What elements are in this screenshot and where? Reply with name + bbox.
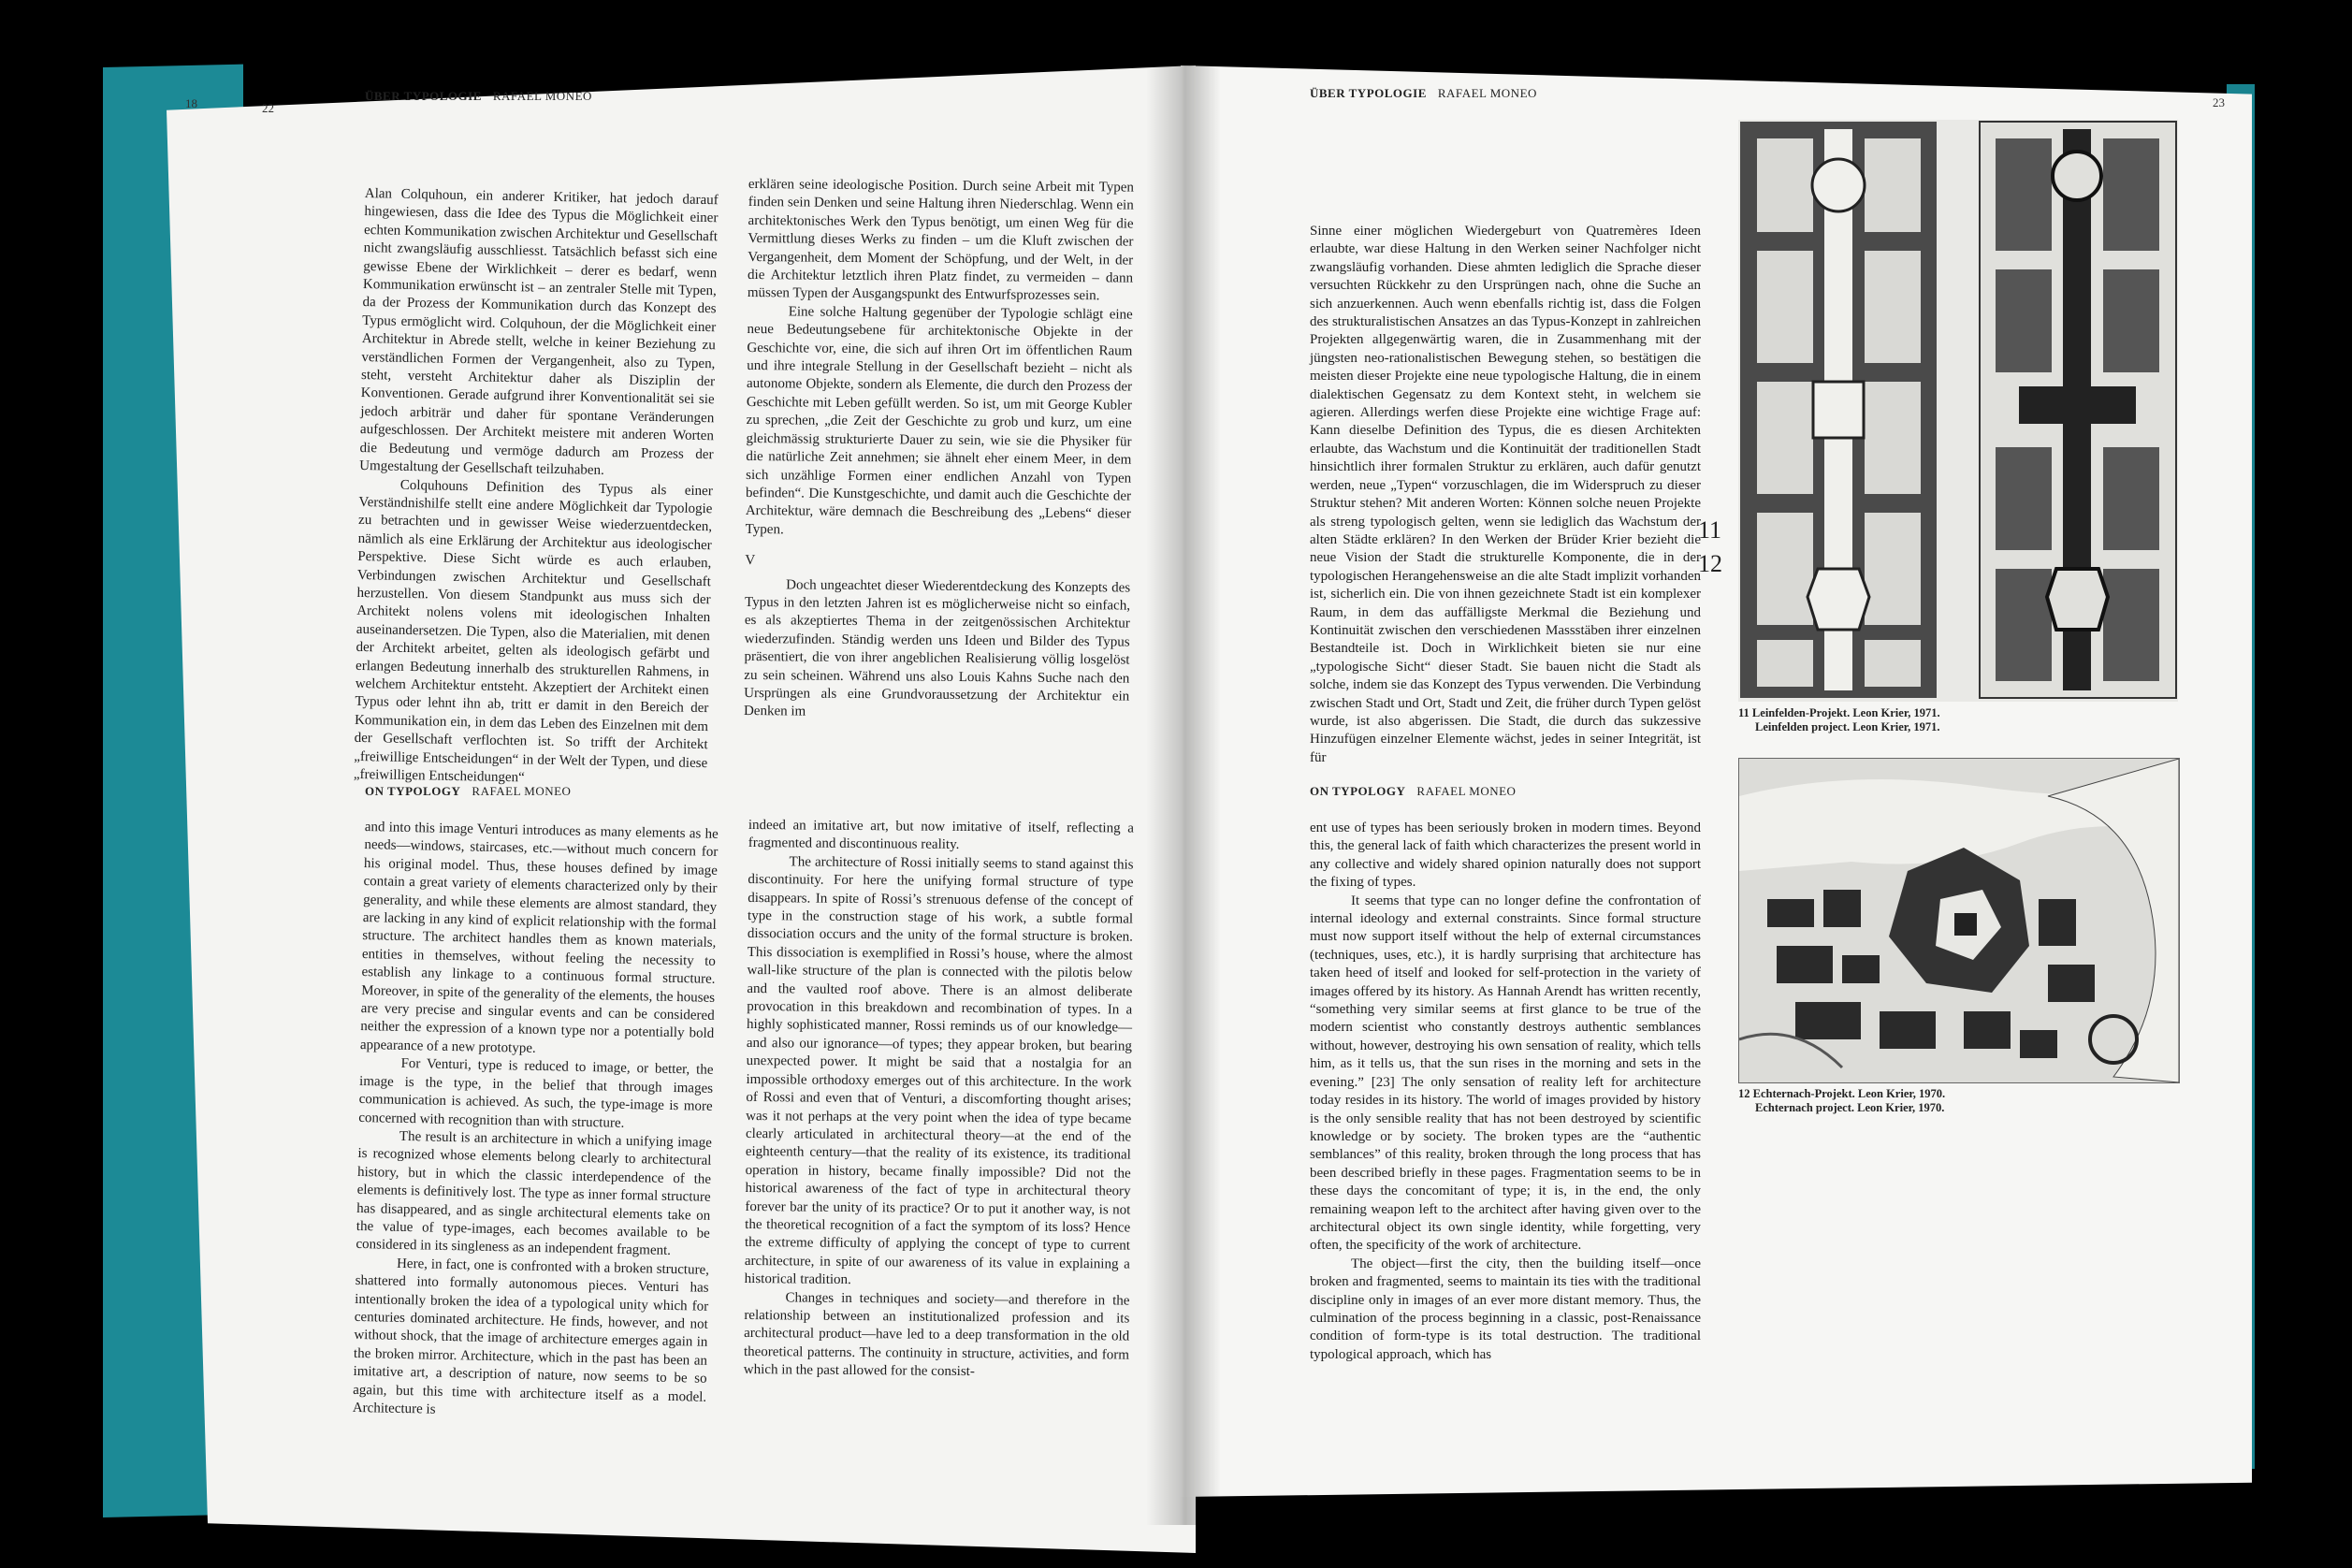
running-head-de-left: [365, 89, 592, 104]
paragraph: It seems that type can no longer define the confrontation of internal ideology and external constraints. Since formal structure must now support itself without the help of external circumstances (techniques, uses, etc.), it is hardly surprising that architecture has taken heed of itself and looked for self-protection in the variety of images offered by its history. As Hannah Arendt has written recently, “something very similar seems at first glance to be true of the modern scientist who constantly destroys authentic semblances without, however, destroying his own sensation of reality, which tells him, as it tells us, that the sun rises in the morning and sets in the evening.” [23] The only sensation of reality left for architecture today resides in its history. The world of images provided by history is the only sensible reality that has not been destroyed by scientific knowledge or by society. The broken types are the “authentic semblances” of this reality, broken through the long process that has been described briefly in these pages. Fragmentation seems to be in these days the concomitant of type; it is, in the end, the only remaining weapon left to the architect after having given over to the architectural object its own single identity, while forgetting, very often, the specificity of the work of architecture.: [1310, 893, 1701, 1254]
folio: 23: [2213, 95, 2225, 109]
book-gutter-shadow: [1146, 65, 1221, 1525]
en-column-1: [353, 819, 719, 1425]
caption-en: Leinfelden project. Leon Krier, 1971.: [1755, 720, 1940, 733]
running-head-de-right: [1310, 86, 1537, 101]
paragraph: The object—first the city, then the building itself—once broken and fragmented, seems to maintain its ties with the traditional discipline only in images of an ever more distant memory. Thus, the culmination of the process beginning in a classic, post-Renaissance condition of form-type is its total destruction. The traditional typological approach, which has: [1310, 1256, 1701, 1362]
city-plan-drawing: [1738, 120, 2178, 702]
caption-de: 12 Echternach-Projekt. Leon Krier, 1970.: [1738, 1087, 1946, 1100]
paragraph: Changes in techniques and society—and therefore in the relationship between an institutionalized profession and its architectural product—have led to a deep transformation in the old theoretical patterns. The continuity in structure, activities, and form which in the past allowed for the consist-: [743, 1289, 1130, 1380]
figure-number-12: 12: [1698, 550, 1722, 577]
caption-de: 11 Leinfelden-Projekt. Leon Krier, 1971.: [1738, 706, 1940, 719]
paragraph: Eine solche Haltung gegenüber der Typologie schlägt eine neue Bedeutungsebene für architektonische Objekte in der Geschichte vor, eine, die sich auf ihren Ort im öffentlichen Raum und ihre integrale Stellung in der Gesellschaft bezieht – nicht als autonome Objekte, sondern als Elemente, die durch den Prozess der Geschichte mit Leben gefüllt werden. So ist, um mit George Kubler zu sprechen, „die Zeit der Geschichte zu grob und kurz, um eine gleichmässig strukturierte Dauer zu sein, wie sie die Physiker für die natürliche Zeit annehmen; sie ähnelt eher einem Meer, in dem sich unzählige Formen einer endlichen Anzahl von Typen befinden“. Die Kunstgeschichte, und damit auch die Geschichte der Architektur, wäre demnach die Beschreibung des „Lebens“ dieser Typen.: [745, 304, 1133, 538]
de-column-1: [354, 185, 719, 791]
caption-12: [1738, 1087, 1945, 1115]
folio-inner: 22: [262, 101, 274, 115]
running-head-title: ÜBER TYPOLOGIE: [365, 89, 482, 103]
running-head-author: RAFAEL MONEO: [492, 89, 592, 103]
paragraph: indeed an imitative art, but now imitative of itself, reflecting a fragmented and discontinuous reality.: [748, 817, 1134, 853]
paragraph: The architecture of Rossi initially seems to stand against this discontinuity. For here the unifying formal structure of type disappears. In spite of Rossi’s strenuous defense of the concept of type in the construction stage of his work, a subtle formal dissociation occurs and the unity of the formal structure is broken. This dissociation is exemplified in Rossi’s house, where the almost wall-like structure of the plan is connected with the pilotis below and the vaulted roof above. There is an almost deliberate provocation in this breakdown and recombination of types. In a highly sophisticated manner, Rossi reminds us of our knowledge—and also our ignorance—of types; they appear broken, but bearing unexpected power. It might be said that a nostalgia for an impossible orthodoxy emerges out of this architecture. In the work of Rossi and even that of Venturi, a discomforting thought arises; was it not perhaps at the very point when the idea of type became clearly articulated in architectural theory—at the end of the eighteenth century—that the reality of its existence, its traditional operation in history, became finally impossible? Did not the historical awareness of the fact of type in architectural theory forever bar the unity of its practice? Or to put it another way, is not the theoretical recognition of a fact the symptom of its loss? Hence the extreme difficulty of applying the concept of type to current architecture, in spite of our awareness of its value in explaining a historical tradition.: [744, 854, 1134, 1288]
running-head-author: RAFAEL MONEO: [1437, 86, 1537, 100]
running-head-title: ON TYPOLOGY: [1310, 784, 1406, 798]
en-column-right: [1310, 820, 1701, 1364]
paragraph: For Venturi, type is reduced to image, or better, the image is the type, in the belief that through images communication is achieved. As such, the type-image is more concerned with recognition than with structure.: [358, 1056, 714, 1131]
paragraph: Here, in fact, one is confronted with a broken structure, shattered into formally autonomous pieces. Venturi has intentionally broken the idea of a typological unity which for centuries dominated architecture. He finds, however, and not without shock, that the image of architecture emerges again in the broken mirror. Architecture, which in the past has been an imitative art, a description of nature, now seems to be so again, but this time with architecture itself as a model. Architecture is: [352, 1256, 710, 1417]
running-head-title: ÜBER TYPOLOGIE: [1310, 86, 1427, 100]
figure-11-leinfelden-plans: [1738, 120, 2178, 702]
folio-outer: 18: [185, 96, 197, 110]
running-head-en-left: [365, 784, 571, 799]
paragraph: Alan Colquhoun, ein anderer Kritiker, hat jedoch darauf hingewiesen, dass die Idee des Typus die Möglichkeit einer echten Kommunikation zwischen Architektur und Gesellschaft nicht zwangsläufig ausschliesst. Tatsächlich befasst sich eine gewisse Ebene der Wirklichkeit – derer es bedarf, wenn Kommunikation erwünscht ist – an zentraler Stelle mit Typen, da der Prozess der Kommunikation durch das Konzept des Typus ermöglicht wird. Colquhoun, der die Möglichkeit einer Architektur in Abrede stellt, welche in keiner Beziehung zu verständlichen Formen der Vergangenheit, also zu Typen, steht, versteht Architektur daher als Disziplin der Konventionen. Gerade aufgrund ihrer Konventionalität sei sie jedoch arbiträr und daher für spontane Veränderungen aufgeschlossen. Der Architekt meistere mit anderen Worten die Bedeutung und vermöge dadurch am Prozess der Umgestaltung der Gesellschaft teilzuhaben.: [359, 185, 719, 479]
paragraph: Doch ungeachtet dieser Wiederentdeckung des Konzepts des Typus in den letzten Jahren ist es möglicherweise nicht so einfach, es als akzeptiertes Thema in der zeitgenössischen Architektur wiederzufinden. Ständig werden uns Ideen und Bilder des Typus präsentiert, die von ihrer angeblichen Realisierung völlig losgelöst zu sein scheinen. Während uns also Louis Kahns Suche nach den Ursprüngen als eine Grundvoraussetzung der Architektur ein Denken im: [743, 576, 1131, 719]
section-number: V: [745, 553, 756, 569]
de-column-right: [1310, 223, 1701, 767]
running-head-en-right: [1310, 784, 1516, 799]
de-column-2: [744, 176, 1134, 724]
en-column-2: [744, 817, 1134, 1383]
caption-11: [1738, 706, 1940, 734]
running-head-author: RAFAEL MONEO: [1416, 784, 1517, 798]
running-head-title: ON TYPOLOGY: [365, 784, 461, 798]
caption-en: Echternach project. Leon Krier, 1970.: [1755, 1101, 1945, 1114]
paragraph: The result is an architecture in which a unifying image is recognized whose elements belong clearly to architectural history, but in which the classic interdependence of the elements is definitively lost. The type as inner formal structure has disappeared, and as single architectural elements take on the value of type-images, each becomes available to be considered in its singleness as an independent fragment.: [356, 1128, 712, 1259]
paragraph: and into this image Venturi introduces as many elements as he needs—windows, staircases, etc.—without much concern for his original model. Thus, these houses defined by image contain a great variety of elements characterized only by their generality, and while these elements are almost standard, they are lacking in any kind of explicit relationship with the formal structure. The architect handles them as known materials, entities in themselves, without feeling the necessity to establish any linkage to a continuous formal structure. Moreover, in spite of the generality of the elements, the houses are very precise and singular events and can be considered neither the expression of a known type nor a potentially bold appearance of a new prototype.: [359, 819, 719, 1056]
paragraph: Colquhouns Definition des Typus als einer Verständnishilfe stellt eine andere Möglichkeit dar Typologie zu betrachten und in gewisser Weise wiederzuentdecken, nämlich als eine Erklärung der Architektur aus ideologischer Perspektive. Diese Sicht würde es auch erlauben, Verbindungen zwischen Architektur und Gesellschaft herzustellen. Von diesem Standpunkt aus muss sich der Architekt nolens volens mit ideologischen Inhalten auseinandersetzen. Die Typen, also die Materialien, mit denen der Architekt arbeitet, gelten als ideologisch gefärbt und erlangen Bedeutung innerhalb des strukturellen Rahmens, in welchem Architektur entsteht. Akzeptiert der Architekt einen Typus oder lehnt ihn ab, tritt er damit in den Bereich der Kommunikation ein, in dem das Leben des Einzelnen mit dem der Gesellschaft verflochten ist. So trifft der Architekt „freiwillige Entscheidungen“ in der Welt der Typen, und diese „freiwilligen Entscheidungen“: [353, 477, 713, 786]
paragraph: ent use of types has been seriously broken in modern times. Beyond this, the general lack of faith which characterizes the present world in any collective and widely shared opinion naturally does not support the fixing of types.: [1310, 820, 1701, 891]
running-head-author: RAFAEL MONEO: [472, 784, 572, 798]
paragraph: Sinne einer möglichen Wiedergeburt von Quatremères Ideen erlaubte, war diese Haltung in den Werken seiner Nachfolger nicht zwangsläufig vorhanden. Diese ahmten lediglich die Sprache dieser versuchten Rückkehr zu den Ursprüngen nach, ohne die Suche an sich anzuerkennen. Auch wenn ebenfalls richtig ist, dass die Folgen des strukturalistischen Ansatzes an das Typus-Konzept in zahlreichen Projekten allgegenwärtig waren, die in Zusammenhang mit der jüngsten neo-rationalistischen Bewegung stehen, so bestätigen die meisten dieser Projekte eine neue typologische Haltung, die in einem dialektischen Gegensatz zu dem Kontext steht, in welchem sie agieren. Allerdings werfen diese Projekte eine wichtige Frage auf: Kann dieselbe Definition des Typus, die es diesen Architekten erlaubte, das Wachstum und die Kontinuität der traditionellen Stadt hinsichtlich ihrer formalen Struktur zu erklären, auch dafür genutzt werden, neue „Typen“ vorzuschlagen, die im Widerspruch zu dieser Struktur stehen? Mit anderen Worten: Können solche neuen Projekte als streng typologisch gelten, wenn sie lediglich das Wachstum der alten Städte erklären? In den Werken der Brüder Krier bezieht die neue Vision der Stadt die strukturelle Komponente, die in der typologischen Herangehensweise an die alte Stadt implizit vorhanden ist, sicherlich ein. Die von ihnen gezeichnete Stadt ist ein komplexer Raum, in dem das auffälligste Merkmal die Beziehung und Kontinuität zwischen den verschiedenen Massstäben ihrer einzelnen Bestandteile ist. Doch in Wirklichkeit bieten sie nur eine „typologische Sicht“ dieser Stadt. Sie bauen nicht die Stadt als solche, indem sie das Konzept des Typus verwenden. Die Verbindung zwischen Stadt und Ort, Stadt und Zeit, die früher durch Typen gelöst wurde, ist also abgerissen. Die Stadt, die durch das sukzessive Hinzufügen einzelner Elemente wächst, jedes in seiner Integrität, ist für: [1310, 224, 1701, 765]
town-plan-drawing: [1739, 759, 2179, 1082]
paragraph: erklären seine ideologische Position. Durch seine Arbeit mit Typen finden sein Denken und seine Haltung ihren Niederschlag. Wenn ein architektonisches Werk den Typus benötigt, um einen Weg für die Vermittlung dieses Werks zu finden – um die Kluft zwischen der Vergangenheit, dem Moment der Schöpfung, und der Welt, in der die Architektur letztlich ihren Platz findet, zu vermeiden – dann müssen Typen der Ausgangspunkt des Entwurfsprozesses sein.: [747, 176, 1134, 304]
figure-number-11: 11: [1698, 516, 1722, 544]
figure-12-echternach-plan: [1738, 758, 2180, 1083]
